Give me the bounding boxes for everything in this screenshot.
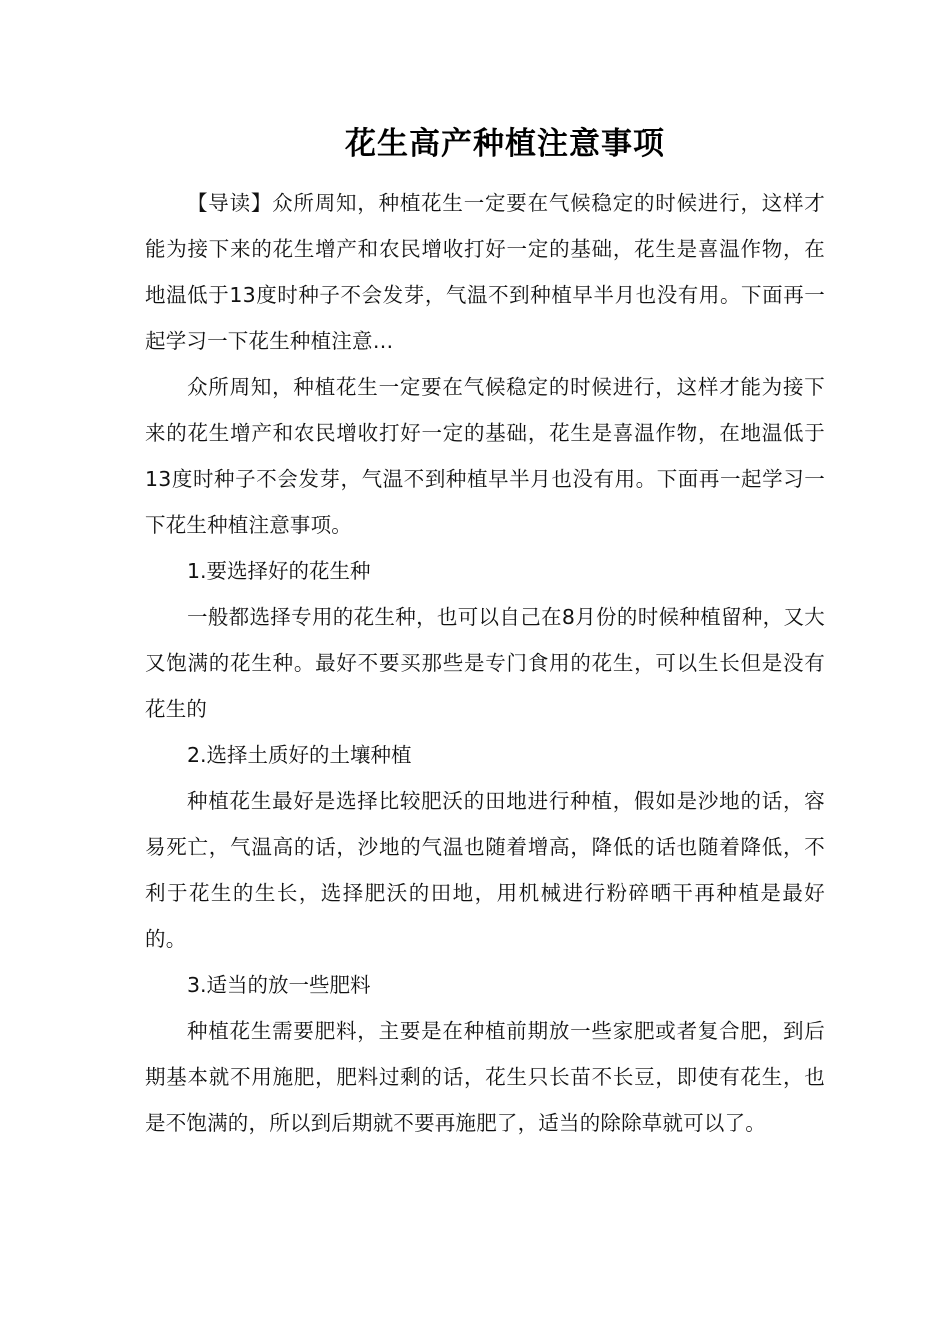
body-paragraph: 众所周知，种植花生一定要在气候稳定的时候进行，这样才能为接下来的花生增产和农民增收打好一定的基础，花生是喜温作物，在地温低于13度时种子不会发芽，气温不到种植早半月也没有用。下面再一起学习一下花生种植注意事项。: [145, 375, 825, 537]
section-paragraph: 种植花生最好是选择比较肥沃的田地进行种植，假如是沙地的话，容易死亡，气温高的话，沙地的气温也随着增高，降低的话也随着降低，不利于花生的生长，选择肥沃的田地，用机械进行粉碎晒干再种植是最好的。: [145, 789, 825, 951]
section-paragraph: 种植花生需要肥料，主要是在种植前期放一些家肥或者复合肥，到后期基本就不用施肥，肥料过剩的话，花生只长苗不长豆，即使有花生，也是不饱满的，所以到后期就不要再施肥了，适当的除除草就可以了。: [145, 1019, 825, 1135]
section-heading: 1.要选择好的花生种: [187, 559, 371, 583]
document-title: 花生高产种植注意事项: [345, 126, 665, 162]
document-body: [145, 180, 825, 1146]
section-heading: 2.选择土质好的土壤种植: [187, 743, 412, 767]
section-paragraph: 一般都选择专用的花生种，也可以自己在8月份的时候种植留种，又大又饱满的花生种。最好不要买那些是专门食用的花生，可以生长但是没有花生的: [145, 605, 825, 721]
intro-paragraph: 【导读】众所周知，种植花生一定要在气候稳定的时候进行，这样才能为接下来的花生增产和农民增收打好一定的基础，花生是喜温作物，在地温低于13度时种子不会发芽，气温不到种植早半月也没有用。下面再一起学习一下花生种植注意…: [145, 191, 825, 353]
section-heading: 3.适当的放一些肥料: [187, 973, 371, 997]
